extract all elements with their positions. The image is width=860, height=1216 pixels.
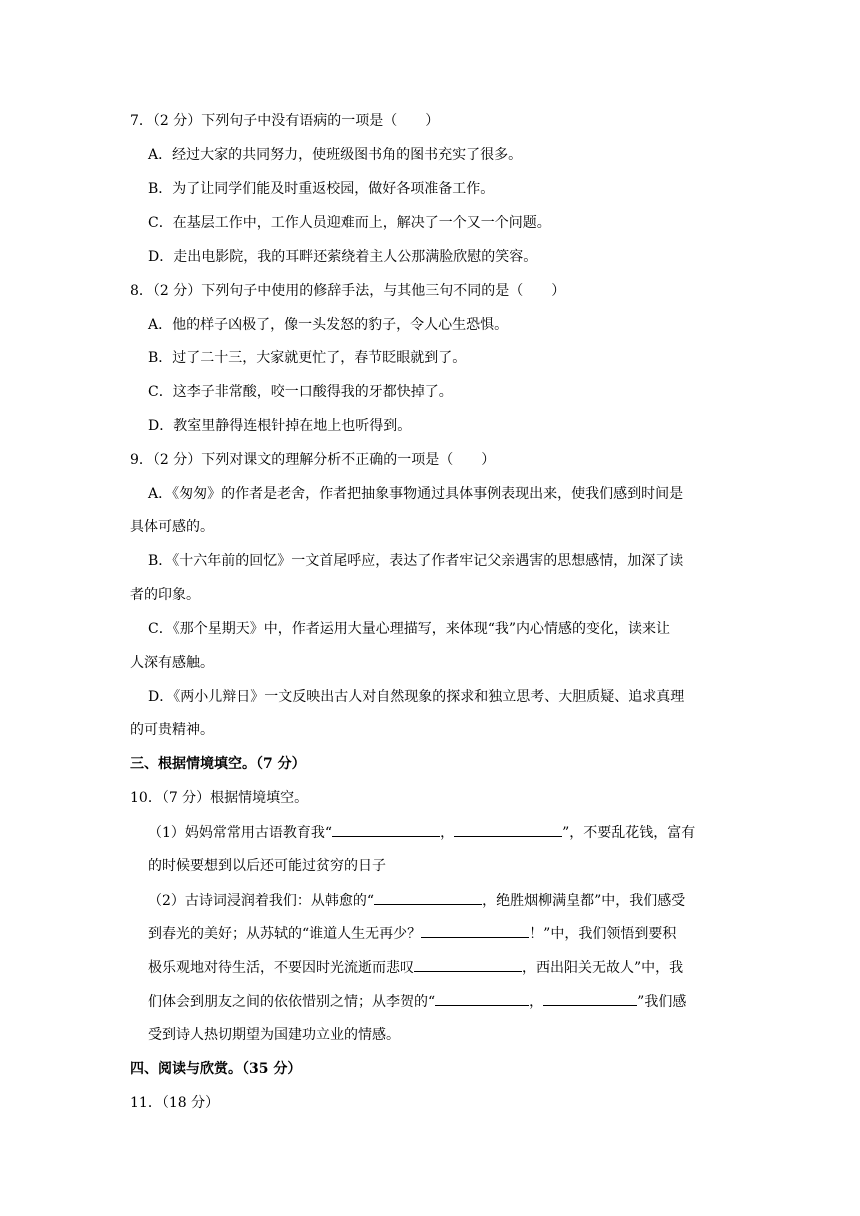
question-10-part2-line5: 受到诗人热切期望为国建功立业的情感。 xyxy=(148,1027,400,1043)
question-10-part1-line2: 的时候要想到以后还可能过贫穷的日子 xyxy=(148,858,386,874)
question-10-part2-line4 xyxy=(148,991,686,1012)
text-segment: 到春光的美好；从苏轼的“谁道人生无再少？ xyxy=(148,926,422,942)
section-4-heading: 四、阅读与欣赏。（35 分） xyxy=(130,1061,302,1077)
text-segment: ”我们感 xyxy=(637,994,687,1010)
question-10-part2-line3 xyxy=(148,957,683,978)
fill-blank-6[interactable] xyxy=(435,991,529,1006)
text-segment: 们体会到朋友之间的依依惜别之情；从李贺的“ xyxy=(148,994,436,1010)
question-7-option-a: A．经过大家的共同努力，使班级图书角的图书充实了很多。 xyxy=(148,147,523,163)
question-7-option-c: C．在基层工作中，工作人员迎难而上，解决了一个又一个问题。 xyxy=(148,215,551,231)
question-10-part1-line1 xyxy=(148,822,695,843)
question-9-option-b-line1: B．《十六年前的回忆》一文首尾呼应，表达了作者牢记父亲遇害的思想感情，加深了读 xyxy=(148,553,684,569)
question-9-option-c-line1: C．《那个星期天》中，作者运用大量心理描写，来体现“我”内心情感的变化，读来让 xyxy=(148,621,671,637)
fill-blank-4[interactable] xyxy=(421,923,529,938)
text-segment: （2）古诗词浸润着我们：从韩愈的“ xyxy=(148,893,375,909)
section-3-heading: 三、根据情境填空。（7 分） xyxy=(130,756,306,772)
question-9-stem: 9．（2 分）下列对课文的理解分析不正确的一项是（ ） xyxy=(130,452,496,468)
fill-blank-3[interactable] xyxy=(374,890,482,905)
question-9-option-d-line1: D．《两小儿辩日》一文反映出古人对自然现象的探求和独立思考、大胆质疑、追求真理 xyxy=(148,689,685,705)
question-8-option-b: B．过了二十三，大家就更忙了，春节眨眼就到了。 xyxy=(148,350,467,366)
question-10-part2-line1 xyxy=(148,890,685,911)
question-7-option-b: B．为了让同学们能及时重返校园，做好各项准备工作。 xyxy=(148,181,495,197)
fill-blank-7[interactable] xyxy=(543,991,637,1006)
question-8-stem: 8．（2 分）下列句子中使用的修辞手法，与其他三句不同的是（ ） xyxy=(130,283,566,299)
text-segment: ！”中，我们领悟到要积 xyxy=(529,926,677,942)
question-8-option-d: D．教室里静得连根针掉在地上也听得到。 xyxy=(148,418,412,434)
text-segment: ， xyxy=(440,825,455,841)
question-9-option-a-line2: 具体可感的。 xyxy=(130,519,214,535)
text-segment: ，绝胜烟柳满皇都”中，我们感受 xyxy=(482,893,686,909)
fill-blank-1[interactable] xyxy=(332,822,440,837)
text-segment: ，西出阳关无故人”中，我 xyxy=(522,960,684,976)
text-segment: （1）妈妈常常用古语教育我“ xyxy=(148,825,333,841)
text-segment: ”，不要乱花钱，富有 xyxy=(562,825,696,841)
question-7-stem: 7．（2 分）下列句子中没有语病的一项是（ ） xyxy=(130,113,440,129)
question-8-option-a: A．他的样子凶极了，像一头发怒的豹子，令人心生恐惧。 xyxy=(148,317,509,333)
question-7-option-d: D．走出电影院，我的耳畔还萦绕着主人公那满脸欣慰的笑容。 xyxy=(148,249,538,265)
text-segment: 极乐观地对待生活，不要因时光流逝而悲叹 xyxy=(148,960,414,976)
question-9-option-d-line2: 的可贵精神。 xyxy=(130,722,214,738)
question-8-option-c: C．这李子非常酸，咬一口酸得我的牙都快掉了。 xyxy=(148,384,453,400)
question-9-option-b-line2: 者的印象。 xyxy=(130,587,200,603)
fill-blank-2[interactable] xyxy=(454,822,562,837)
question-9-option-c-line2: 人深有感触。 xyxy=(130,655,214,671)
question-10-stem: 10．（7 分）根据情境填空。 xyxy=(130,790,309,806)
text-segment: ， xyxy=(529,994,544,1010)
question-10-part2-line2 xyxy=(148,923,676,944)
question-11-stem: 11．（18 分） xyxy=(130,1095,220,1111)
question-9-option-a-line1: A．《匆匆》的作者是老舍，作者把抽象事物通过具体事例表现出来，使我们感到时间是 xyxy=(148,486,684,502)
fill-blank-5[interactable] xyxy=(414,957,522,972)
